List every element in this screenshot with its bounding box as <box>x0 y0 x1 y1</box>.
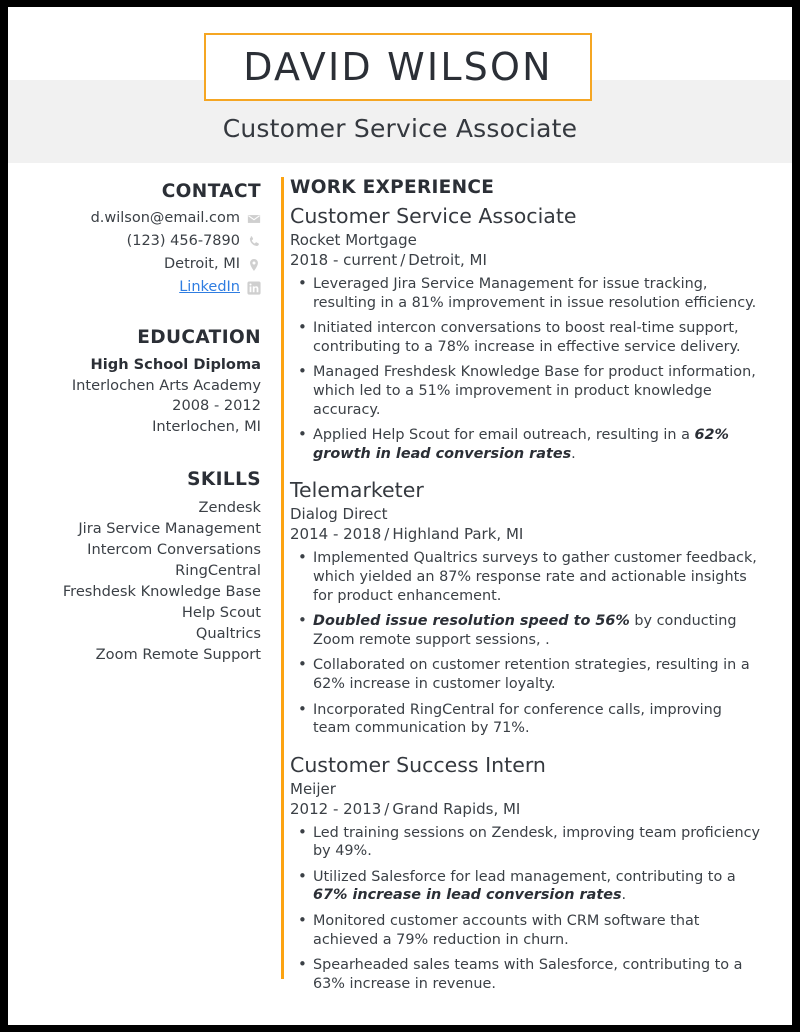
job-meta-separator: / <box>400 251 406 269</box>
resume-header <box>8 7 792 163</box>
job-bullet <box>290 363 761 419</box>
education-section <box>8 327 261 437</box>
education-school: Interlochen Arts Academy <box>71 376 261 394</box>
job-location: Detroit, MI <box>408 251 487 269</box>
candidate-name: DAVID WILSON <box>243 45 553 89</box>
bullet-text: Spearheaded sales teams with Salesforce, contributing to a 63% increase in revenue. <box>313 957 743 992</box>
bullet-text: Initiated intercon conversations to boost real-time support, contributing to a 78% increase in effective service delivery. <box>313 320 741 355</box>
job-bullet <box>290 549 761 605</box>
job-bullet <box>290 824 761 861</box>
bullet-text: Managed Freshdesk Knowledge Base for product information, which led to a 51% improvement in product knowledge accuracy. <box>313 364 756 418</box>
work-experience-list <box>290 203 761 993</box>
job-role: Telemarketer <box>290 478 424 503</box>
main-column <box>261 177 761 1007</box>
job-dates: 2012 - 2013 <box>290 799 382 818</box>
job-dates: 2018 - current <box>290 251 398 269</box>
job-meta-separator: / <box>384 525 390 544</box>
resume-body <box>8 163 792 1007</box>
job-bullet <box>290 701 761 738</box>
skill-item: RingCentral <box>175 562 261 579</box>
bullet-text-tail: . <box>621 887 627 904</box>
contact-item <box>8 209 261 228</box>
job-meta-separator: / <box>384 799 390 818</box>
job-dates: 2014 - 2018 <box>290 525 382 544</box>
education-degree: High School Diploma <box>90 356 261 373</box>
name-box <box>204 33 592 101</box>
contact-item-label: (123) 456-7890 <box>126 233 240 249</box>
job-meta <box>290 524 761 545</box>
column-divider <box>281 177 284 979</box>
job-bullet-list <box>290 824 761 994</box>
skills-section <box>8 469 261 665</box>
job-bullet <box>290 275 761 312</box>
bullet-highlight: Doubled issue resolution speed to 56% <box>313 613 630 630</box>
job-bullet <box>290 956 761 993</box>
job-bullet <box>290 912 761 949</box>
bullet-text: Applied Help Scout for email outreach, resulting in a <box>313 427 695 444</box>
skill-item: Intercom Conversations <box>87 541 261 558</box>
job-bullet <box>290 656 761 693</box>
job-meta <box>290 799 761 820</box>
bullet-highlight: 67% increase in lead conversion rates <box>313 887 622 904</box>
resume-page <box>8 7 792 1025</box>
bullet-text-tail: . <box>571 445 576 462</box>
contact-item-label: d.wilson@email.com <box>90 210 240 226</box>
education-dates: 2008 - 2012 <box>172 397 261 414</box>
job-location: Grand Rapids, MI <box>392 799 521 818</box>
job-company: Meijer <box>290 779 336 798</box>
contact-item-label[interactable]: LinkedIn <box>179 279 240 295</box>
job-company: Rocket Mortgage <box>290 231 417 249</box>
contact-section <box>8 181 261 297</box>
job-location: Highland Park, MI <box>392 525 524 544</box>
skill-item: Zoom Remote Support <box>95 646 261 663</box>
job-meta <box>290 250 761 271</box>
job-company: Dialog Direct <box>290 505 388 524</box>
location-pin-icon <box>247 258 261 272</box>
job-bullet-list <box>290 549 761 737</box>
contact-item <box>8 255 261 274</box>
bullet-text: Implemented Qualtrics surveys to gather customer feedback, which yielded an 87% response rate and actionable insights for product enhancement. <box>313 550 757 604</box>
bullet-highlight: 62% growth in lead conversion rates <box>313 427 729 462</box>
contact-list <box>8 209 261 297</box>
education-heading: EDUCATION <box>137 327 261 348</box>
job-entry <box>290 752 761 994</box>
bullet-text: Incorporated RingCentral for conference calls, improving team communication by 71%. <box>313 701 722 737</box>
skill-item: Qualtrics <box>195 625 261 642</box>
bullet-text-tail: by conducting Zoom remote support sessions, . <box>313 613 737 648</box>
linkedin-icon <box>247 281 261 295</box>
job-bullet-list <box>290 275 761 463</box>
skill-item: Jira Service Management <box>78 520 261 537</box>
skill-item: Help Scout <box>181 604 261 621</box>
job-bullet <box>290 319 761 356</box>
skill-item: Zendesk <box>198 499 261 516</box>
skill-item: Freshdesk Knowledge Base <box>62 583 261 600</box>
job-bullet <box>290 612 761 649</box>
job-entry <box>290 203 761 463</box>
contact-heading: CONTACT <box>161 181 261 202</box>
phone-icon <box>247 235 261 249</box>
job-role: Customer Success Intern <box>290 752 546 777</box>
contact-item[interactable] <box>8 278 261 297</box>
bullet-text: Monitored customer accounts with CRM software that achieved a 79% reduction in churn. <box>313 913 700 948</box>
skills-list <box>8 497 261 665</box>
bullet-text: Collaborated on customer retention strategies, resulting in a 62% increase in customer loyalty. <box>313 657 750 692</box>
contact-item <box>8 232 261 251</box>
job-bullet <box>290 868 761 905</box>
sidebar-column <box>8 177 261 665</box>
bullet-text: Led training sessions on Zendesk, improving team proficiency by 49%. <box>313 824 761 860</box>
bullet-text: Utilized Salesforce for lead management, contributing to a <box>313 868 736 885</box>
job-entry <box>290 477 761 737</box>
contact-item-label: Detroit, MI <box>163 256 240 272</box>
job-bullet <box>290 426 761 463</box>
skills-heading: SKILLS <box>187 469 261 490</box>
job-role: Customer Service Associate <box>290 204 577 228</box>
bullet-text: Leveraged Jira Service Management for issue tracking, resulting in a 81% improvement in issue resolution efficiency. <box>313 276 757 311</box>
candidate-job-title: Customer Service Associate <box>222 114 578 143</box>
work-experience-heading: WORK EXPERIENCE <box>290 177 495 198</box>
envelope-icon <box>247 212 261 226</box>
education-location: Interlochen, MI <box>152 417 261 435</box>
